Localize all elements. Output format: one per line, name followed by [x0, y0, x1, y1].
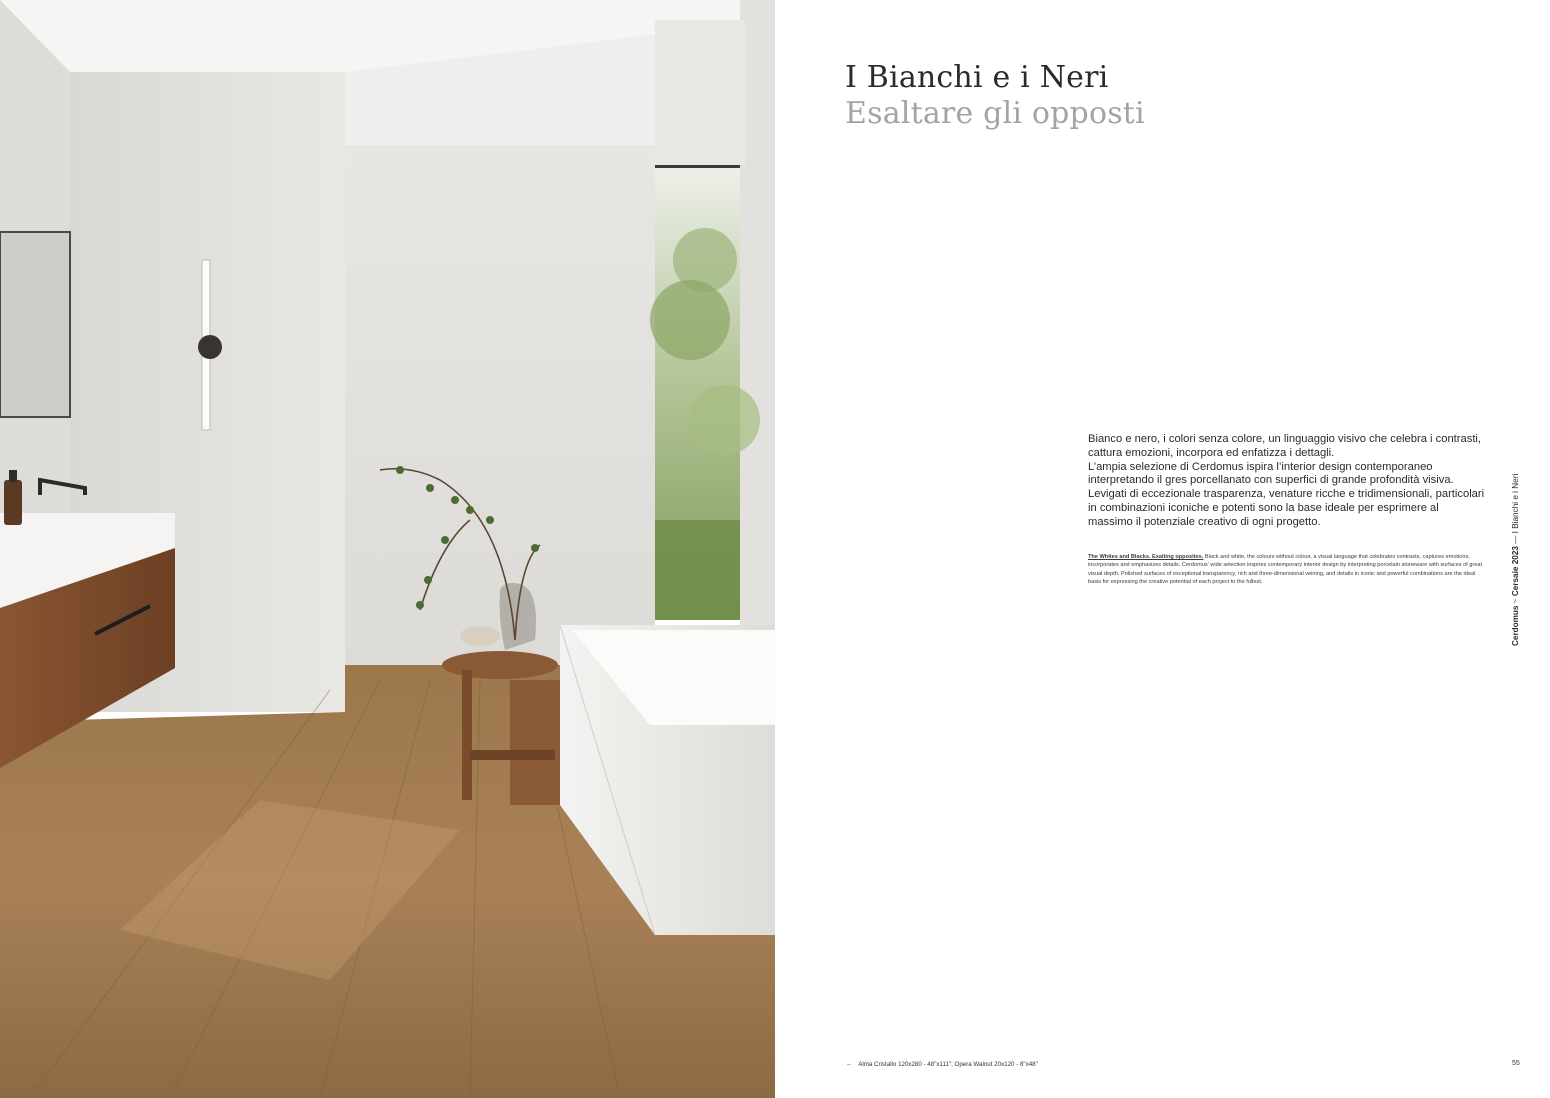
mirror — [0, 232, 70, 417]
running-head-event: Cersaie 2023 — [1511, 546, 1520, 597]
page-title: I Bianchi e i Neri — [845, 60, 1109, 95]
english-text: Black and white, the colours without colour, a visual language that celebrates contrasts, captures emotions, incorporates and emphasizes details. Cerdomus’ wide selection inspires contemporary interior design by interpreting porcelain stoneware with surfaces of great visual depth. Polished surfaces of exceptional transparency, rich and three-dimensional veining, and details in iconic and powerful combinations are the ideal basis for expressing the creative potential of each project to the fullest. — [1088, 554, 1483, 585]
page-subtitle: Esaltare gli opposti — [845, 96, 1145, 131]
italian-body — [1088, 433, 1486, 530]
text-page — [775, 0, 1550, 1098]
italian-paragraph: Bianco e nero, i colori senza colore, un linguaggio visivo che celebra i contrasti, cattura emozioni, incorpora ed enfatizza i dettagli. — [1088, 433, 1482, 459]
running-head-sep: ~ — [1511, 596, 1520, 606]
italian-paragraph: L’ampia selezione di Cerdomus ispira l’interior design contemporaneo interpretando il gres porcellanato con superfici di grande profondità visiva. Levigati di eccezionale trasparenza, venature ricche e tridimensionali, particolari in combinazioni iconiche e potenti sono la base ideale per esprimere al massimo il potenziale creativo di ogni progetto. — [1088, 460, 1485, 528]
page-number: 55 — [1512, 1060, 1520, 1067]
caption-text: Alma Cristallo 120x280 - 48"x111"; Opera Walnut 20x120 - 8"x48" — [858, 1061, 1038, 1068]
english-lead: The Whites and Blacks. Exalting opposites. — [1088, 554, 1204, 560]
running-head-sep: — — [1511, 533, 1520, 547]
running-head-brand: Cerdomus — [1511, 605, 1520, 646]
side-table — [442, 651, 558, 679]
arrow-left-icon: ← — [846, 1061, 853, 1068]
photo-caption — [846, 1061, 1038, 1068]
running-head-section: I Bianchi e i Neri — [1511, 473, 1520, 534]
english-body — [1088, 553, 1486, 586]
running-head — [1508, 456, 1524, 646]
